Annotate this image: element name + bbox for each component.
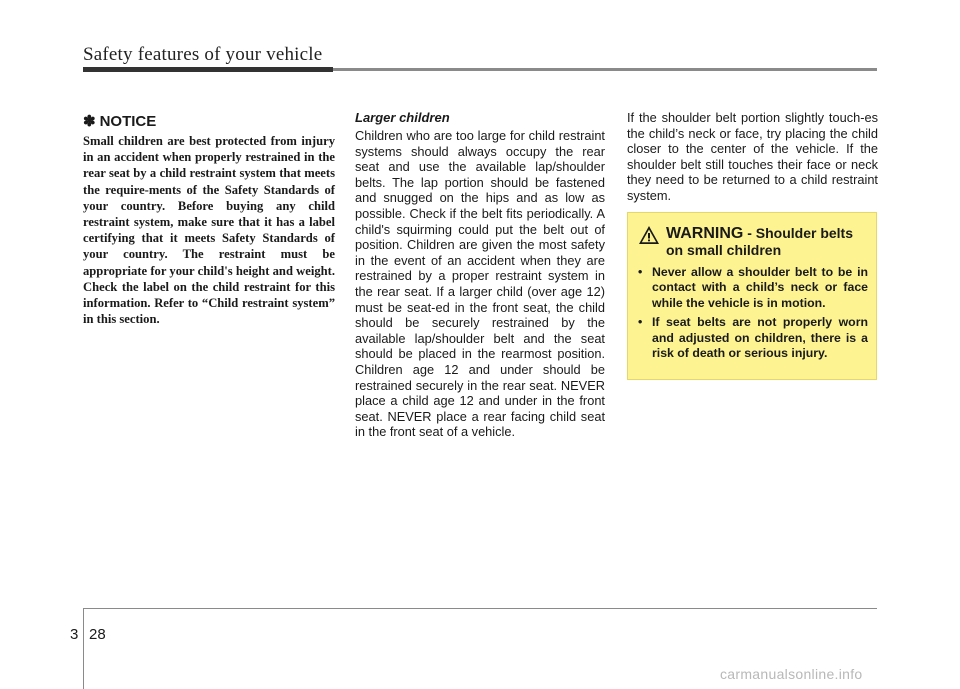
shoulder-belt-text: If the shoulder belt portion slightly touch-es the child’s neck or face, try placing the child closer to the center of the vehicle. If the shoulder belt still touches their face or neck they need to be returned to a child restraint system. <box>627 110 878 203</box>
header-rule-accent <box>83 67 333 72</box>
page-number: 28 <box>89 626 106 643</box>
notice-body: Small children are best protected from injury in an accident when properly restrained in the rear seat by a child restraint system that meets the require-ments of the Safety Standards of your country. Before buying any child restraint system, make sure that it has a label certifying that it meets Safety Standards of your country. The restraint must be appropriate for your child's height and weight. Check the label on the child restraint for this information. Refer to “Child restraint system” in this section. <box>83 134 335 327</box>
warning-bullet-1 <box>638 265 868 311</box>
warning-label: WARNING <box>666 225 744 242</box>
warning-header <box>638 225 868 259</box>
warning-bullet-text: Never allow a shoulder belt to be in contact with a child’s neck or face while the vehicle is in motion. <box>652 265 868 310</box>
larger-children-body: Children who are too large for child restraint systems should always occupy the rear seat and use the available lap/shoulder belts. The lap portion should be fastened and snugged on the hips and as low as possible. Check if the belt fits periodically. A child's squirming could put the belt out of position. Children are given the most safety in the event of an accident when they are restrained by a proper restraint system in the rear seat. If a larger child (over age 12) must be seat-ed in the front seat, the child should be securely restrained by the available lap/shoulder belt and the seat should be placed in the rearmost position. Children age 12 and under should be restrained securely in the rear seat. NEVER place a child age 12 and under in the front seat. NEVER place a rear facing child seat in the front seat of a vehicle. <box>355 128 605 440</box>
footer-divider <box>83 608 84 689</box>
footer-rule <box>83 608 877 609</box>
shoulder-belt-column <box>627 110 878 204</box>
watermark: carmanualsonline.info <box>720 666 863 682</box>
bullet-icon: • <box>638 315 643 330</box>
warning-box <box>627 212 877 380</box>
notice-heading-label: NOTICE <box>99 112 157 130</box>
bullet-icon: • <box>638 265 643 279</box>
warning-bullet-2 <box>638 315 868 361</box>
page-header-title: Safety features of your vehicle <box>83 44 323 65</box>
larger-children-column <box>355 110 605 440</box>
warning-title <box>666 225 868 259</box>
warning-list <box>638 265 868 361</box>
notice-column <box>83 112 335 327</box>
warning-bullet-text: If seat belts are not properly worn and adjusted on children, there is a risk of death or serious injury. <box>652 315 868 361</box>
section-number: 3 <box>70 626 79 643</box>
warning-subtitle: - Shoulder belts on small children <box>666 225 854 258</box>
larger-children-heading: Larger children <box>355 110 450 125</box>
notice-heading <box>83 112 335 130</box>
star-icon: ✽ <box>83 113 96 130</box>
warning-triangle-icon <box>638 225 660 245</box>
